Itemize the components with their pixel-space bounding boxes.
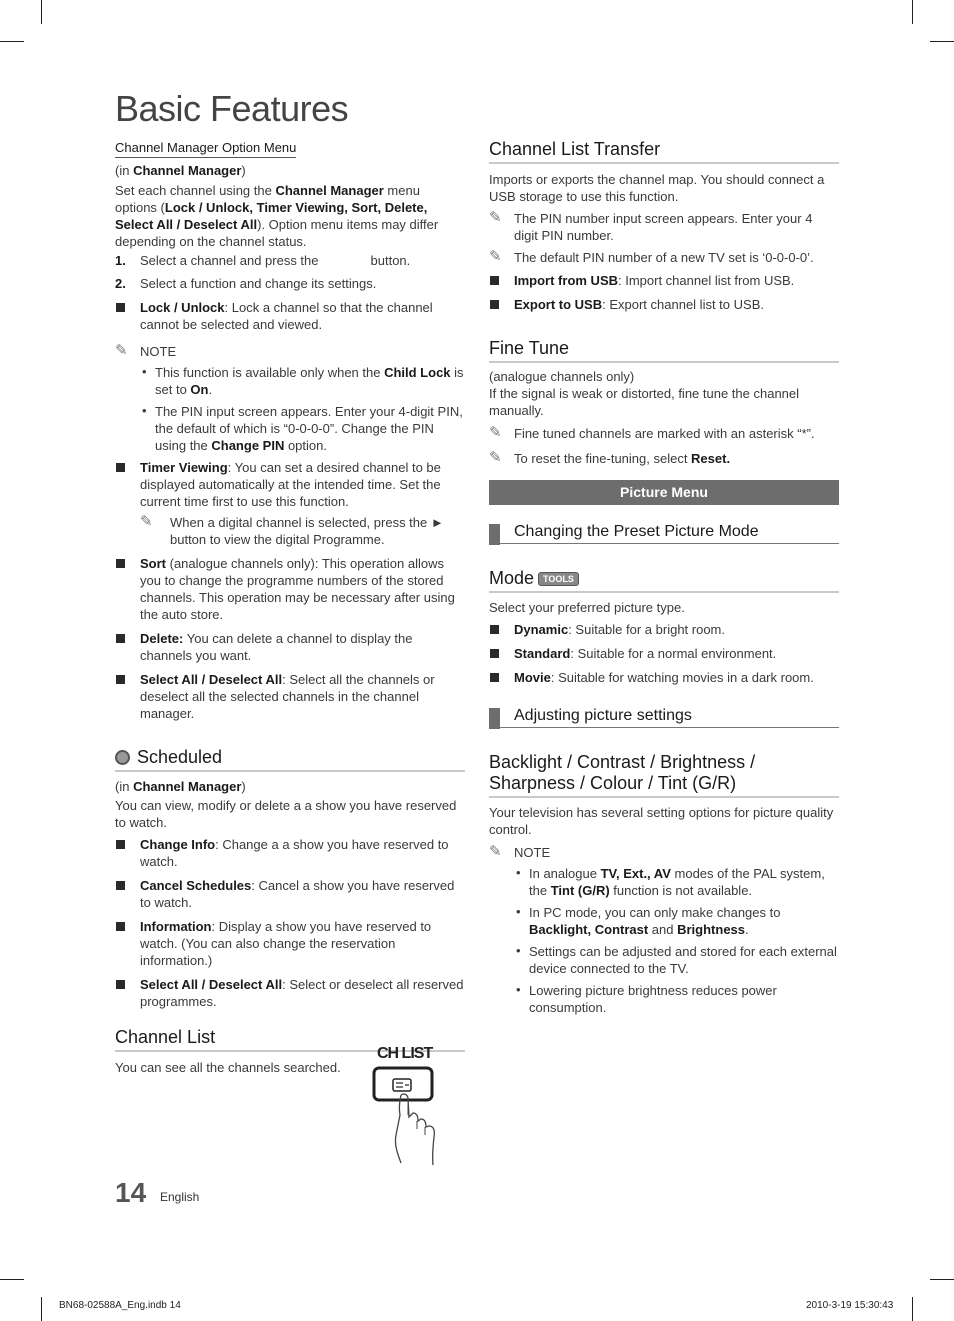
preset-title: Changing the Preset Picture Mode [489,521,839,544]
list-item: Cancel Schedules: Cancel a show you have reserved to watch. [115,877,465,911]
adjusting-title: Adjusting picture settings [489,705,839,728]
list-item: Dynamic: Suitable for a bright room. [489,621,839,638]
clock-icon [115,750,130,765]
ch-list-label: CH LIST [377,1045,433,1062]
pencil-note-icon: ✎ [489,424,502,441]
crop-mark [41,0,42,24]
list-item: Sort (analogue channels only): This operation allows you to change the programme numbers of the stored channels. This operation may be necessary after using the auto store. [115,555,465,623]
crop-mark [930,41,954,42]
list-item: Standard: Suitable for a normal environment. [489,645,839,662]
pencil-note-icon: ✎ [489,209,502,226]
scheduled-title: Scheduled [115,746,465,772]
fine-tune-intro: If the signal is weak or distorted, fine tune the channel manually. [489,386,800,418]
list-item: Change Info: Change a a show you have reserved to watch. [115,836,465,870]
note-bullet: • This function is available only when the Child Lock is set to On. [140,364,465,398]
note-heading: ✎ NOTE [489,843,551,860]
page-language: English [160,1190,200,1204]
mode-intro: Select your preferred picture type. [489,600,685,615]
crop-mark [0,1279,24,1280]
note-line: ✎ The default PIN number of a new TV set is ‘0-0-0-0’. [489,248,814,265]
footer-timestamp: 2010-3-19 15:30:43 [806,1300,894,1311]
note-bullet: • In PC mode, you can only make changes to Backlight, Contrast and Brightness. [514,904,839,938]
pencil-note-icon: ✎ [489,248,502,265]
transfer-intro: Imports or exports the channel map. You should connect a USB storage to use this function. [489,172,825,204]
crop-mark [930,1279,954,1280]
list-item: Delete: You can delete a channel to display the channels you want. [115,630,465,664]
list-item: Timer Viewing: You can set a desired channel to be displayed automatically at the intended time. Set the current time first to use this function. ✎ When a digital channel is selected, press the ► button to view the digital Programme. [115,459,465,548]
note-bullet: • The PIN input screen appears. Enter your 4-digit PIN, the default of which is “0-0-0-0”. Change the PIN using the Change PIN option. [140,403,465,454]
channel-list-title: Channel List [115,1026,465,1052]
note-bullet: • In analogue TV, Ext., AV modes of the PAL system, the Tint (G/R) function is not available. [514,865,839,899]
right-column [489,138,839,1016]
note-line: ✎ Fine tuned channels are marked with an asterisk “*”. [489,424,815,441]
channel-list-text: You can see all the channels searched. [115,1060,341,1075]
scheduled-intro: You can view, modify or delete a a show you have reserved to watch. [115,798,457,830]
pencil-note-icon: ✎ [140,513,153,530]
mode-title: Mode TOOLS [489,567,839,593]
note-line: ✎ When a digital channel is selected, press the ► button to view the digital Programme. [140,513,444,547]
list-item: Lock / Unlock: Lock a channel so that the channel cannot be selected and viewed. [115,299,465,333]
list-item: Movie: Suitable for watching movies in a dark room. [489,669,839,686]
page-title: Basic Features [115,88,349,129]
list-item: Import from USB: Import channel list from USB. [489,272,839,289]
note-heading: ✎ NOTE [115,342,177,359]
page-number: 14 [115,1177,147,1208]
option-menu-intro: Set each channel using the Channel Manager menu options (Lock / Unlock, Timer Viewing, Sort, Delete, Select All / Deselect All). Option menu items may differ depending on the channel status. [115,183,439,249]
footer-file: BN68-02588A_Eng.indb 14 [59,1300,181,1311]
list-item: Select All / Deselect All: Select all the channels or deselect all the selected channels in the channel manager. [115,671,465,722]
backlight-title: Backlight / Contrast / Brightness / Sharpness / Colour / Tint (G/R) [489,752,839,798]
crop-mark [41,1297,42,1321]
list-item: Select All / Deselect All: Select or deselect all reserved programmes. [115,976,465,1010]
left-column [115,138,465,1076]
pencil-note-icon: ✎ [489,449,502,466]
crop-mark [912,0,913,24]
fine-tune-title: Fine Tune [489,337,839,363]
ch-list-button-icon [365,1043,455,1168]
crop-mark [0,41,24,42]
pencil-note-icon: ✎ [489,843,502,860]
tools-badge: TOOLS [538,572,579,586]
list-item: Information: Display a show you have reserved to watch. (You can also change the reservation information.) [115,918,465,969]
picture-menu-banner: Picture Menu [489,480,839,505]
crop-mark [912,1297,913,1321]
list-item: Export to USB: Export channel list to USB. [489,296,839,313]
transfer-title: Channel List Transfer [489,138,839,164]
note-line: ✎ To reset the fine-tuning, select Reset. [489,449,731,466]
note-line: ✎ The PIN number input screen appears. Enter your 4 digit PIN number. [489,209,813,243]
step-item: 2. Select a function and change its settings. [115,276,377,291]
step-item: 1. Select a channel and press the button. [115,253,411,268]
context-line: (in Channel Manager) [115,163,246,178]
fine-tune-sub: (analogue channels only) [489,369,635,384]
pencil-note-icon: ✎ [115,342,128,359]
note-bullet: • Lowering picture brightness reduces power consumption. [514,982,839,1016]
note-bullet: • Settings can be adjusted and stored for each external device connected to the TV. [514,943,839,977]
context-line: (in Channel Manager) [115,779,246,794]
option-menu-heading: Channel Manager Option Menu [115,139,296,158]
backlight-intro: Your television has several setting options for picture quality control. [489,805,834,837]
